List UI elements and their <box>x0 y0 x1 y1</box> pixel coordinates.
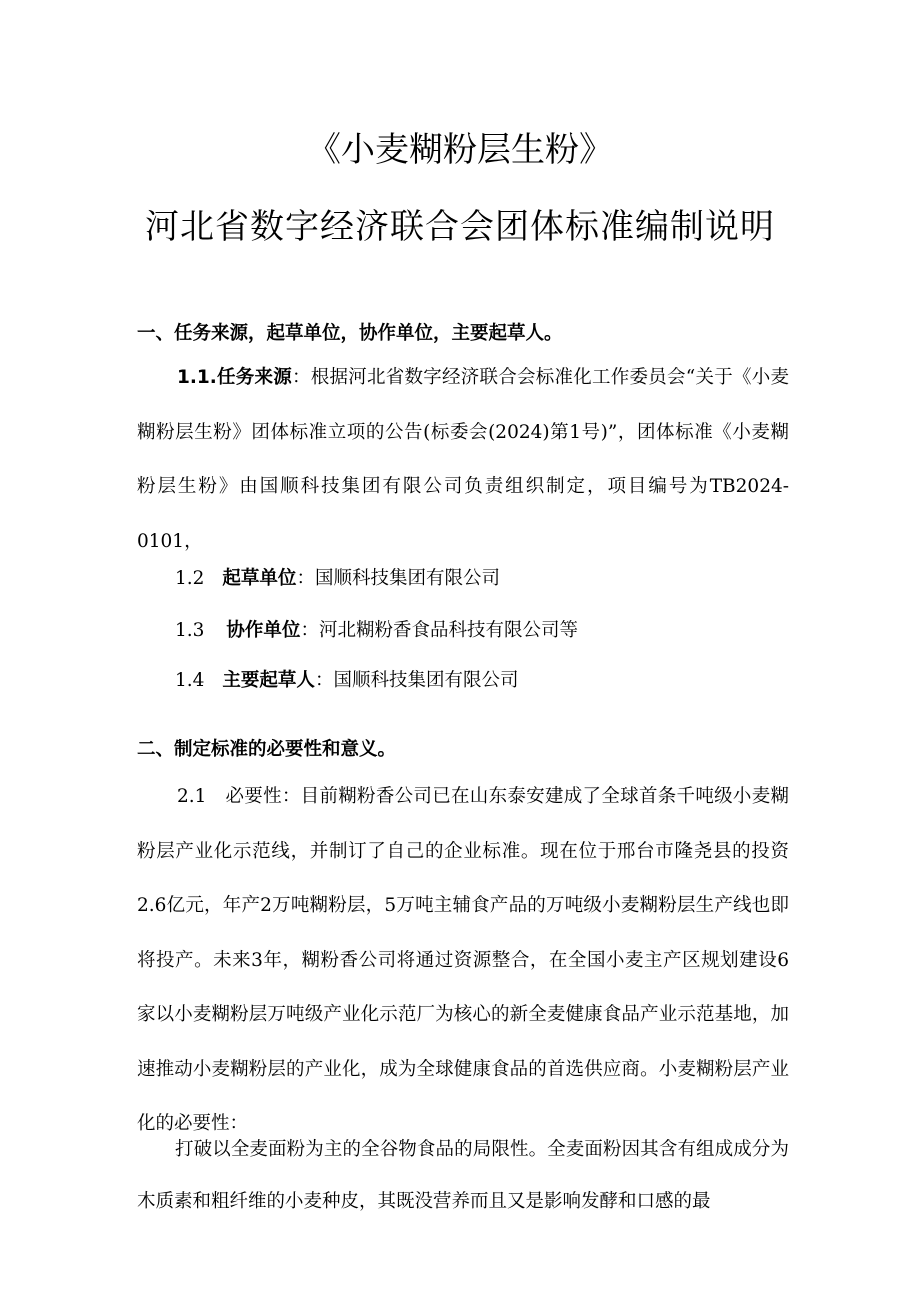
item-1-2-text: ：国顺科技集团有限公司 <box>296 568 500 589</box>
item-1-2 <box>175 564 500 594</box>
para-wholewheat: 打破以全麦面粉为主的全谷物食品的局限性。全麦面粉因其含有组成成分为木质素和粗纤维的小麦种皮，其既没营养而且又是影响发酵和口感的最 <box>137 1139 789 1212</box>
document-title-line1: 《小麦糊粉层生粉》 <box>307 130 613 170</box>
item-1-4-number: 1.4 <box>175 670 205 691</box>
item-1-2-number: 1.2 <box>175 568 205 589</box>
item-1-1-text: ：根据河北省数字经济联合会标准化工作委员会“关于《小麦糊粉层生粉》团体标准立项的公告(标委会(2024)第1号)”，团体标准《小麦糊粉层生粉》由国顺科技集团有限公司负责组织制定，项目编号为TB2024-0101， <box>137 367 789 552</box>
item-1-3 <box>175 616 578 646</box>
item-1-4-text: ：国顺科技集团有限公司 <box>314 670 519 691</box>
item-1-2-label: 起草单位 <box>222 568 297 589</box>
item-1-4-label: 主要起草人 <box>222 670 315 691</box>
document-title-line2: 河北省数字经济联合会团体标准编制说明 <box>145 207 775 247</box>
item-1-3-label: 协作单位 <box>226 620 301 641</box>
section1-heading: 一、任务来源，起草单位，协作单位，主要起草人。 <box>137 323 563 344</box>
para-2-1: 2.1 必要性：目前糊粉香公司已在山东泰安建成了全球首条千吨级小麦糊粉层产业化示范线，并制订了自己的企业标准。现在位于邢台市隆尧县的投资2.6亿元，年产2万吨糊粉层，5万吨主辅食产品的万吨级小麦糊粉层生产线也即将投产。未来3年，糊粉香公司将通过资源整合，在全国小麦主产区规划建设6家以小麦糊粉层万吨级产业化示范厂为核心的新全麦健康食品产业示范基地，加速推动小麦糊粉层的产业化，成为全球健康食品的首选供应商。小麦糊粉层产业化的必要性： <box>137 786 789 1134</box>
item-1-3-number: 1.3 <box>175 620 205 641</box>
item-1-1-label: 1.1.任务来源 <box>177 367 293 388</box>
item-1-4 <box>175 666 518 696</box>
item-1-1 <box>137 351 789 569</box>
item-1-3-text: ：河北糊粉香食品科技有限公司等 <box>300 620 578 641</box>
section2-heading: 二、制定标准的必要性和意义。 <box>137 739 397 760</box>
